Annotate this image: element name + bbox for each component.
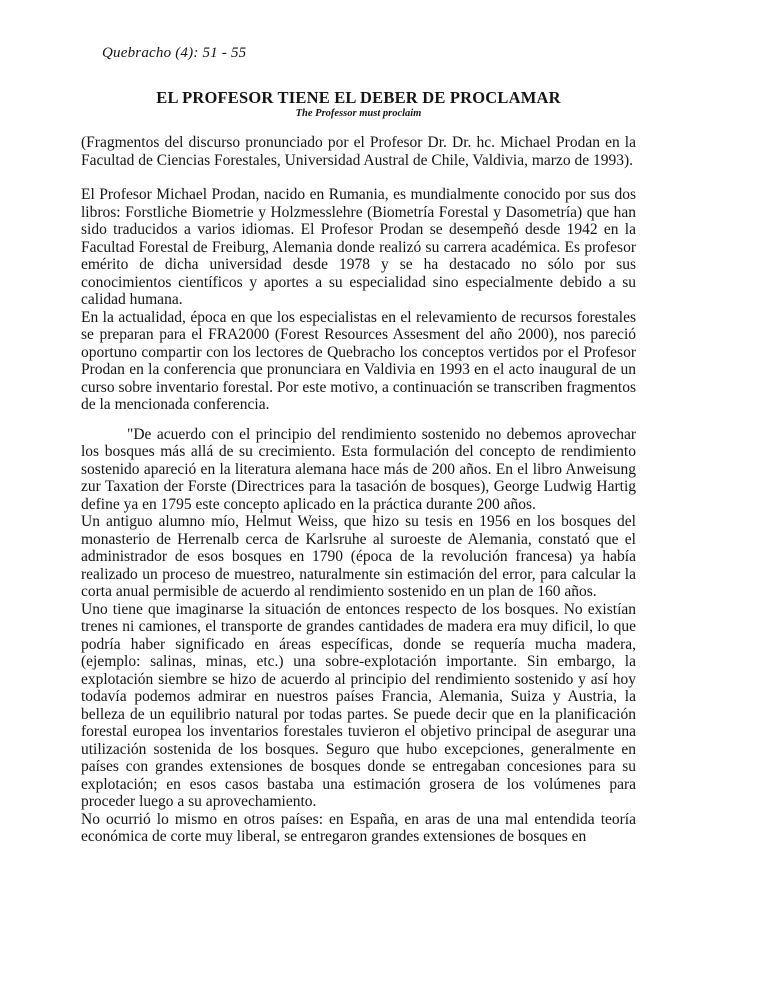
credit-paragraph: (Fragmentos del discurso pronunciado por el Profesor Dr. Dr. hc. Michael Prodan en la Facultad de Ciencias Forestales, Universidad Austral de Chile, Valdivia, marzo de 1993). bbox=[81, 134, 636, 169]
paragraph-helmut-weiss: Un antiguo alumno mío, Helmut Weiss, que hizo su tesis en 1956 en los bosques del monasterio de Herrenalb cerca de Karlsruhe al suroeste de Alemania, constató que el administrador de esos bosques en 1790 (época de la revolución francesa) ya había realizado un proceso de muestreo, naturalmente sin estimación del error, para calcular la corta anual permisible de acuerdo al rendimiento sostenido en un plan de 160 años. bbox=[81, 513, 636, 600]
paragraph-spain: No ocurrió lo mismo en otros países: en España, en aras de una mal entendida teoría económica de corte muy liberal, se entregaron grandes extensiones de bosques en bbox=[81, 810, 636, 845]
journal-header: Quebracho (4): 51 - 55 bbox=[102, 45, 247, 61]
paragraph-prodan-bio: El Profesor Michael Prodan, nacido en Rumania, es mundialmente conocido por sus dos libros: Forstliche Biometrie y Holzmesslehre (Biometría Forestal y Dasometría) que han sido traducidos a varios idiomas. El Profesor Prodan se desempeñó desde 1942 en la Facultad Forestal de Freiburg, Alemania donde realizó su carrera académica. Es profesor emérito de dicha universidad desde 1978 y se ha destacado no sólo por sus conocimientos científicos y aportes a su especialidad sino especialmente debido a su calidad humana. bbox=[81, 186, 636, 308]
page-subtitle: The Professor must proclaim bbox=[295, 108, 422, 119]
paragraph-situation: Uno tiene que imaginarse la situación de entonces respecto de los bosques. No existían trenes ni camiones, el transporte de grandes cantidades de madera era muy dificil, lo que podría haber significado en áreas específicas, donde se requería mucha madera, (ejemplo: salinas, minas, etc.) una sobre-explotación importante. Sin embargo, la explotación siembre se hizo de acuerdo al principio del rendimiento sostenido y así hoy todavía podemos admirar en nuestros países Francia, Alemania, Suiza y Austria, la belleza de un equilibrio natural por todas partes. Se puede decir que en la planificación forestal europea los inventarios forestales tuvieron el objetivo principal de asegurar una utilización sostenida de los bosques. Seguro que hubo excepciones, generalmente en países con grandes extensiones de bosques donde se entregaban concesiones para su explotación; en esos casos bastaba una estimación grosera de los volúmenes para proceder luego a su aprovechamiento. bbox=[81, 600, 636, 810]
paragraph-quote-start: "De acuerdo con el principio del rendimiento sostenido no debemos aprovechar los bosques más allá de su crecimiento. Esta formulación del concepto de rendimiento sostenido apareció en la literatura alemana hace más de 200 años. En el libro Anweisung zur Taxation der Forste (Directrices para la tasación de bosques), George Ludwig Hartig define ya en 1795 este concepto aplicado en la práctica durante 200 años. bbox=[81, 425, 636, 513]
page-title: EL PROFESOR TIENE EL DEBER DE PROCLAMAR bbox=[156, 88, 561, 107]
title-block bbox=[81, 88, 636, 120]
paragraph-context: En la actualidad, época en que los especialistas en el relevamiento de recursos forestales se preparan para el FRA2000 (Forest Resources Assesment del año 2000), nos pareció oportuno compartir con los lectores de Quebracho los conceptos vertidos por el Profesor Prodan en la conferencia que pronunciara en Valdivia en 1993 en el acto inaugural de un curso sobre inventario forestal. Por este motivo, a continuación se transcriben fragmentos de la mencionada conferencia. bbox=[81, 308, 636, 413]
